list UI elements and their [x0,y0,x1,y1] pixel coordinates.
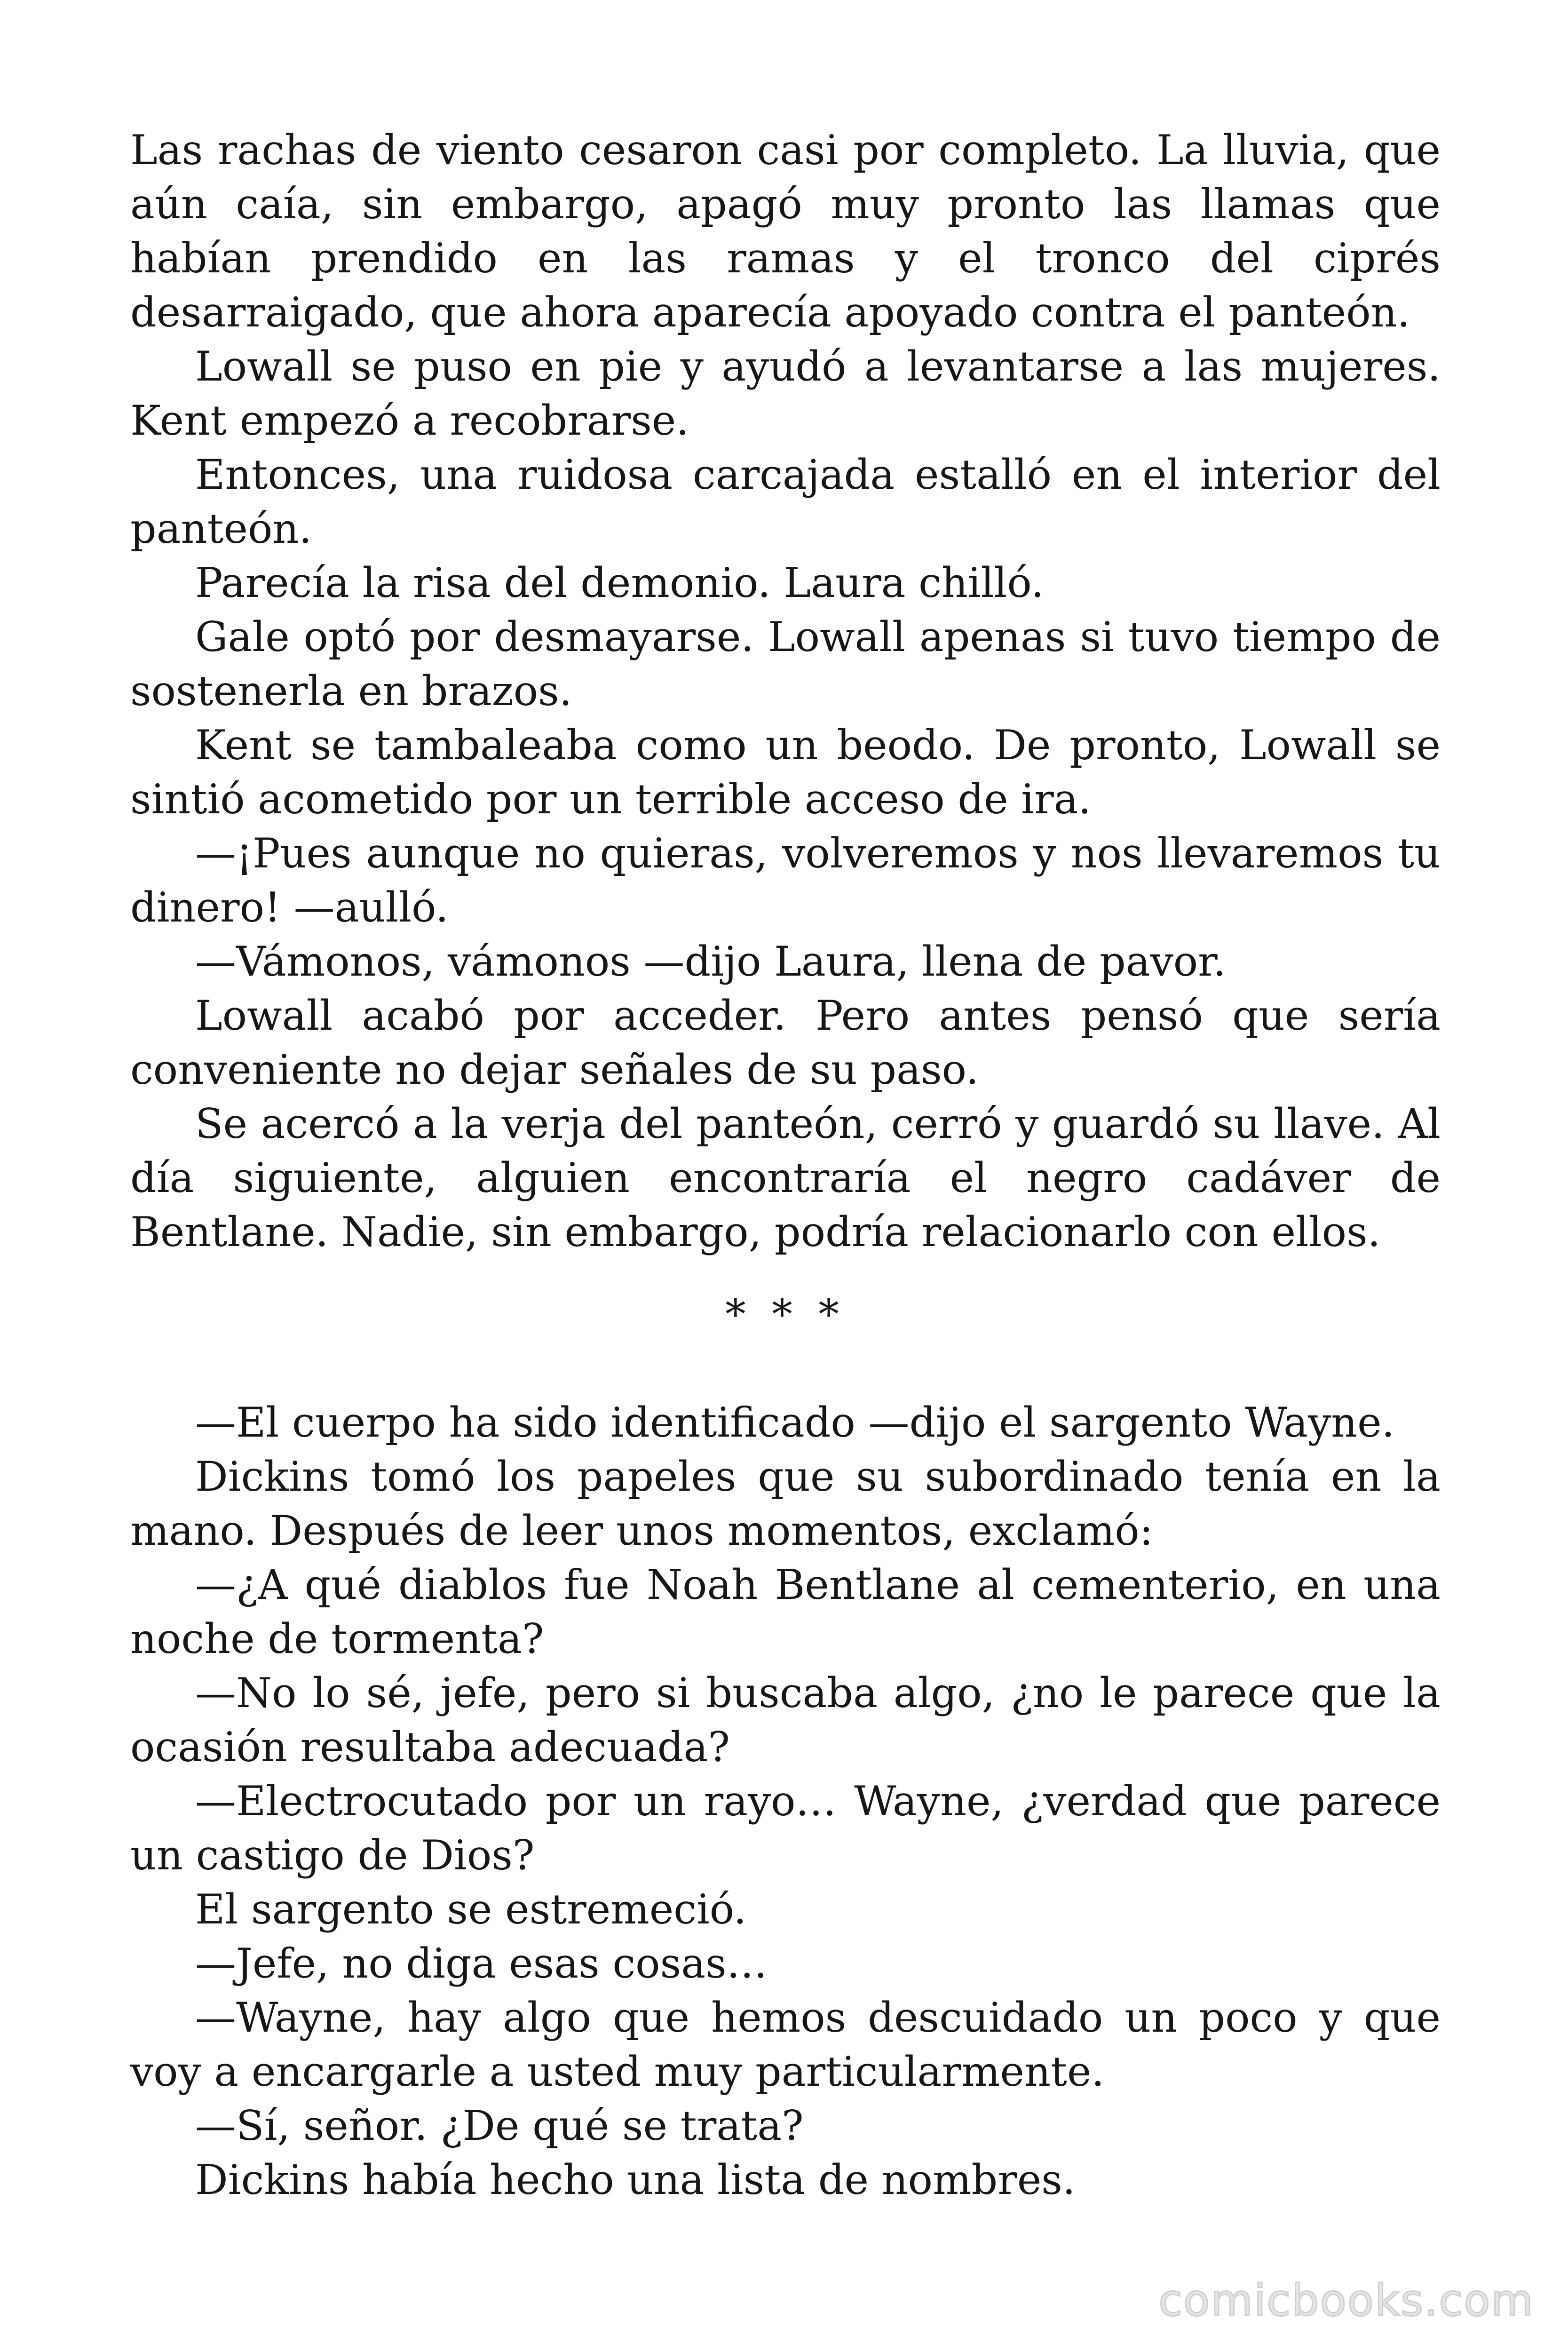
paragraph: —El cuerpo ha sido identificado —dijo el sargento Wayne. [195,1398,1395,1446]
section-2 [130,1396,1441,2207]
paragraph: Kent se tambaleaba como un beodo. De pronto, Lowall se sintió acometido por un terrible acceso de ira. [130,721,1441,823]
paragraph: Lowall acabó por acceder. Pero antes pensó que sería conveniente no dejar señales de su paso. [130,992,1441,1094]
paragraph: Parecía la risa del demonio. Laura chilló. [195,559,1044,607]
paragraph: Gale optó por desmayarse. Lowall apenas si tuvo tiempo de sostenerla en brazos. [130,613,1441,715]
scene-separator: * * * [725,1290,846,1338]
paragraph: Las rachas de viento cesaron casi por completo. La lluvia, que aún caía, sin embargo, apagó muy pronto las llamas que habían prendido en las ramas y el tronco del ciprés desarraigado, que ahora aparecía apoyado contra el panteón. [130,126,1441,336]
paragraph: Entonces, una ruidosa carcajada estalló en el interior del panteón. [130,451,1441,553]
paragraph: Lowall se puso en pie y ayudó a levantarse a las mujeres. Kent empezó a recobrarse. [130,342,1441,445]
paragraph: —¿A qué diablos fue Noah Bentlane al cementerio, en una noche de tormenta? [130,1561,1441,1663]
paragraph: —Jefe, no diga esas cosas… [195,1939,768,1987]
paragraph: —Electrocutado por un rayo… Wayne, ¿verdad que parece un castigo de Dios? [130,1777,1441,1879]
paragraph: —Vámonos, vámonos —dijo Laura, llena de pavor. [195,938,1226,985]
paragraph: —Wayne, hay algo que hemos descuidado un poco y que voy a encargarle a usted muy particularmente. [130,1994,1441,2096]
paragraph: —No lo sé, jefe, pero si buscaba algo, ¿no le parece que la ocasión resultaba adecuada? [130,1669,1441,1771]
paragraph: —Sí, señor. ¿De qué se trata? [195,2102,804,2150]
watermark: comicbooks.com [1158,2275,1534,2326]
paragraph: El sargento se estremeció. [195,1885,747,1933]
paragraph: —¡Pues aunque no quieras, volveremos y nos llevaremos tu dinero! —aulló. [130,829,1441,931]
section-1 [130,123,1441,1259]
paragraph: Dickins había hecho una lista de nombres. [195,2156,1076,2204]
paragraph: Se acercó a la verja del panteón, cerró y guardó su llave. Al día siguiente, alguien encontraría el negro cadáver de Bentlane. Nadie, sin embargo, podría relacionarlo con ellos. [130,1100,1441,1256]
book-page [130,123,1441,2207]
paragraph: Dickins tomó los papeles que su subordinado tenía en la mano. Después de leer unos momentos, exclamó: [130,1453,1441,1555]
